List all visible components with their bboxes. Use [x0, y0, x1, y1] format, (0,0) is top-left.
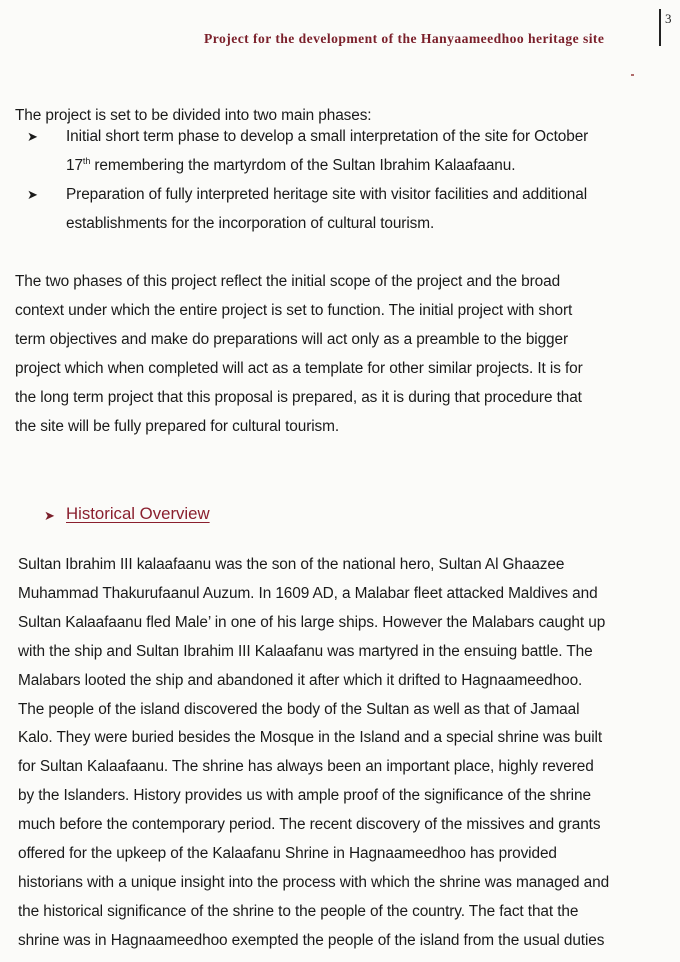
intro-text: The project is set to be divided into two main phases: — [15, 107, 372, 124]
paragraph-line: The two phases of this project reflect the initial scope of the project and the broad — [15, 273, 561, 290]
ordinal-suffix: th — [82, 155, 91, 166]
paragraph-line: Sultan Ibrahim III kalaafaanu was the son of the national hero, Sultan Al Ghaazee — [18, 556, 565, 573]
paragraph-line: by the Islanders. History provides us with ample proof of the significance of the shrine — [18, 787, 591, 805]
paragraph-line: context under which the entire project is set to function. The initial project with short — [15, 302, 573, 319]
paragraph-line: Sultan Kalaafaanu fled Male’ in one of his large ships. However the Malabars caught up — [18, 613, 606, 631]
paragraph-line: project which when completed will act as a template for other similar projects. It is for — [15, 360, 583, 377]
paragraph-line: for Sultan Kalaafaanu. The shrine has always been an important place, highly revered — [18, 758, 594, 776]
paragraph-line: The people of the island discovered the body of the Sultan as well as that of Jamaal — [18, 700, 580, 718]
paragraph-line: much before the contemporary period. The recent discovery of the missives and grants — [18, 816, 601, 834]
phase-line: Preparation of fully interpreted heritage site with visitor facilities and additional — [66, 186, 588, 203]
header-title: Project for the development of the Hanyaameedhoo heritage site — [204, 31, 605, 46]
historical-overview-paragraph — [18, 551, 609, 956]
paragraph-line: historians with a unique insight into the process with which the shrine was managed and — [18, 873, 610, 891]
header-divider — [659, 9, 661, 46]
paragraph-line: Kalo. They were buried besides the Mosque in the Island and a special shrine was built — [18, 729, 603, 747]
arrow-bullet-icon: ➤ — [27, 187, 38, 202]
phase-line: Initial short term phase to develop a small interpretation of the site for October — [66, 128, 589, 145]
phase-text — [66, 180, 587, 238]
paragraph-line: the historical significance of the shrine to the people of the country. The fact that the — [18, 902, 579, 920]
paragraph-line: with the ship and Sultan Ibrahim III Kalaafanu was martyred in the ensuing battle. The — [18, 642, 593, 660]
page-number: 3 — [665, 11, 672, 26]
paragraph-line: Malabars looted the ship and abandoned it after which it drifted to Hagnaameedhoo. — [18, 671, 583, 689]
paragraph-line: offered for the upkeep of the Kalaafanu Shrine in Hagnaameedhoo has provided — [18, 845, 557, 863]
paragraph-line: the long term project that this proposal is prepared, as it is during that procedure that — [15, 389, 582, 406]
arrow-bullet-icon: ➤ — [27, 129, 38, 144]
paragraph-line: term objectives and make do preparations will act only as a preamble to the bigger — [15, 331, 569, 348]
phase-line: establishments for the incorporation of cultural tourism. — [66, 215, 435, 232]
paragraph-line: shrine was in Hagnaameedhoo exempted the people of the island from the usual duties — [18, 931, 605, 949]
arrow-marker-icon: ➤ — [44, 508, 55, 523]
phase-text — [66, 122, 588, 180]
paragraph-line: Muhammad Thakurufaanul Auzum. In 1609 AD, a Malabar fleet attacked Maldives and — [18, 584, 598, 602]
section-heading-text: Historical Overview — [66, 504, 210, 523]
phase-line — [66, 151, 588, 180]
phase-date: 17 — [66, 157, 83, 174]
paragraph-line: the site will be fully prepared for cultural tourism. — [15, 418, 340, 435]
scan-speck — [631, 74, 634, 76]
scope-paragraph — [15, 267, 583, 441]
phase-line-rest: remembering the martyrdom of the Sultan Ibrahim Kalaafaanu. — [90, 157, 516, 174]
